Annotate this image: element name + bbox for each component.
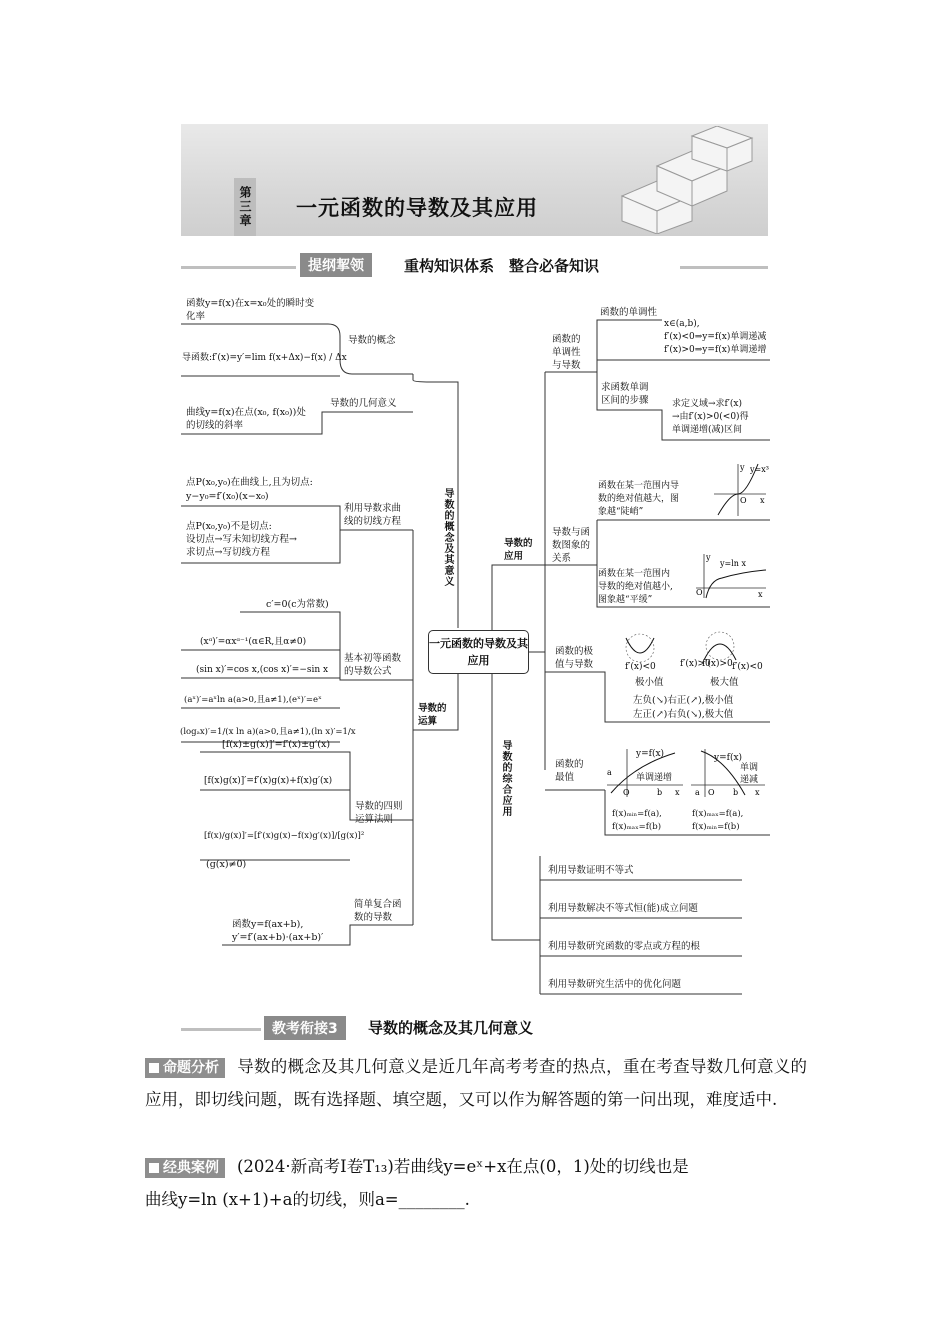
rules-node-b: 运算法则 [355, 814, 394, 825]
extreme-rule1: 左负(↘)右正(↗),极小值 [633, 695, 734, 706]
extreme-min-label: 极小值 [635, 677, 664, 688]
graph-g2-a: 函数在某一范围内 [598, 569, 671, 579]
cubic-graph [710, 460, 770, 520]
section2-title: 导数的概念及其几何意义 [368, 1019, 534, 1037]
mono-sub1-b: f′(x)<0⇒y=f(x)单调递减 [664, 332, 767, 342]
mono-sub2-e: 单调递增(减)区间 [672, 425, 743, 435]
square-icon [149, 1163, 159, 1173]
comprehensive-item: 利用导数证明不等式 [548, 865, 634, 876]
graph-g1-a: 函数在某一范围内导 [598, 481, 680, 491]
mono-sub1-c: f′(x)>0⇒y=f(x)单调递增 [664, 345, 767, 355]
composite-node-b: 数的导数 [354, 912, 393, 923]
comprehensive-item: 利用导数解决不等式恒(能)成立问题 [548, 903, 698, 914]
tangent-leaf1a: 点P(x₀,y₀)在曲线上,且为切点: [186, 477, 313, 488]
extreme-rule2: 左正(↗)右负(↘),极大值 [633, 709, 734, 720]
maxmin-node-a: 函数的 [555, 759, 584, 770]
mono-sub2-a: 求函数单调 [601, 382, 649, 393]
maxmin-g1-note: 单调递增 [636, 773, 673, 783]
comprehensive-item: 利用导数研究生活中的优化问题 [548, 979, 682, 990]
graph-node-b: 数图象的 [552, 540, 591, 551]
branch-operations-label-a: 导数的 [418, 703, 447, 714]
maxmin-node-b: 最值 [555, 772, 575, 783]
concept-leaf1a: 函数y=f(x)在x=x₀处的瞬时变 [186, 298, 315, 309]
maxmin-g1-title: y=f(x) [636, 749, 665, 759]
example-tag: 经典案例 [145, 1158, 225, 1178]
concept-leaf2: 导函数:f′(x)=y′=lim f(x+Δx)−f(x) / Δx [182, 353, 347, 363]
svg-text:b: b [657, 788, 663, 797]
rule-3: [f(x)/g(x)]′=[f′(x)g(x)−f(x)g′(x)]/[g(x)]² [204, 831, 365, 841]
section-title: 重构知识体系 整合必备知识 [404, 257, 600, 275]
extreme-node-b: 值与导数 [555, 659, 594, 670]
svg-text:b: b [733, 788, 739, 797]
basic-node-a: 基本初等函数 [344, 653, 402, 664]
tangent-leaf2a: 点P(x₀,y₀)不是切点: [186, 521, 272, 532]
comprehensive-item: 利用导数研究函数的零点或方程的根 [548, 941, 701, 952]
maxmin-g1-r2: f(x)ₘₐₓ=f(b) [612, 822, 662, 832]
graph-g2-b: 导数的绝对值越小, [598, 582, 673, 592]
maxmin-g2-r2: f(x)ₘᵢₙ=f(b) [692, 822, 740, 832]
section2-tag: 教考衔接3 [264, 1016, 346, 1040]
mono-sub2-c: 求定义域→求f′(x) [672, 399, 743, 409]
svg-text:y: y [706, 553, 711, 562]
mono-sub1: 函数的单调性 [600, 307, 658, 318]
branch-operations-label-b: 运算 [418, 716, 438, 727]
basic-formula-3: (sin x)′=cos x,(cos x)′=−sin x [196, 665, 329, 675]
maxmin-g2-note-a: 单调 [740, 763, 759, 773]
mono-sub2-b: 区间的步骤 [601, 395, 649, 406]
section-tag: 提纲挈领 [300, 253, 372, 277]
extreme-fl1: f′(x)<0 [625, 662, 656, 672]
maxmin-g2-note-b: 递减 [740, 775, 759, 785]
concept-node: 导数的概念 [348, 335, 396, 346]
svg-text:O: O [623, 788, 630, 797]
section2-line [181, 1028, 261, 1031]
rules-node-a: 导数的四则 [355, 801, 403, 812]
composite-leaf-b: y′=f′(ax+b)·(ax+b)′ [232, 932, 324, 943]
extreme-node-a: 函数的极 [555, 646, 594, 657]
basic-formula-5: (logₐx)′=1/(x ln a)(a>0,且a≠1),(ln x)′=1/x [180, 727, 356, 737]
geometric-node: 导数的几何意义 [330, 398, 397, 409]
composite-leaf-a: 函数y=f(ax+b), [232, 919, 304, 930]
tangent-leaf2b: 设切点→写未知切线方程→ [186, 534, 297, 545]
rule-2: [f(x)g(x)]′=f′(x)g(x)+f(x)g′(x) [204, 776, 333, 786]
basic-node-b: 的导数公式 [344, 666, 392, 677]
maxmin-g2-r1: f(x)ₘₐₓ=f(a), [692, 809, 744, 819]
chapter-title: 一元函数的导数及其应用 [296, 195, 538, 220]
basic-formula-2: (xᵅ)′=αxᵅ⁻¹(α∈R,且α≠0) [200, 637, 307, 647]
extreme-fl3: f′(x)>0 [702, 659, 733, 669]
graph-g1-c: 象越“陡峭” [598, 507, 644, 517]
example-text-a: (2024·新高考Ⅰ卷T₁₃)若曲线y=eˣ+x在点(0，1)处的切线也是 [237, 1157, 689, 1176]
svg-text:O: O [740, 496, 747, 505]
branch-application-label-b: 应用 [504, 551, 524, 562]
graph-g2-c: 图象越“平缓” [598, 595, 653, 605]
maxmin-g1-r1: f(x)ₘᵢₙ=f(a), [612, 809, 662, 819]
graph-node-c: 关系 [552, 553, 572, 564]
graph-g1-b: 数的绝对值越大，图 [598, 494, 680, 504]
mono-sub2-d: →由f′(x)>0(<0)得 [672, 412, 749, 422]
basic-formula-1: c′=0(c为常数) [266, 599, 329, 610]
geometric-leaf-b: 的切线的斜率 [186, 420, 244, 431]
extreme-max-label: 极大值 [710, 677, 739, 688]
svg-text:x: x [755, 788, 760, 797]
tangent-leaf2c: 求切点→写切线方程 [186, 547, 270, 558]
branch-comprehensive-label: 导数的综合应用 [500, 740, 511, 817]
ln-graph [692, 550, 770, 600]
mono-node-c: 与导数 [552, 360, 581, 371]
cubic-label: y=x³ [750, 465, 769, 474]
svg-text:a: a [607, 768, 612, 777]
geometric-leaf-a: 曲线y=f(x)在点(x₀, f(x₀))处 [186, 407, 306, 418]
extreme-fl2: f′(x)>0 [680, 659, 711, 669]
tangent-node-b: 线的切线方程 [344, 516, 402, 527]
rule-3b: (g(x)≠0) [206, 859, 247, 870]
example-text-b: 曲线y=ln (x+1)+a的切线，则a=________. [145, 1190, 470, 1209]
svg-text:O: O [708, 788, 715, 797]
mono-node-a: 函数的 [552, 334, 581, 345]
mono-node-b: 单调性 [552, 347, 581, 358]
analysis-text: 导数的概念及其几何意义是近几年高考考查的热点，重在考查导数几何意义的应用，即切线问题，既有选择题、填空题，又可以作为解答题的第一问出现，难度适中. [145, 1057, 807, 1109]
analysis-paragraph [145, 1050, 807, 1116]
mono-sub1-a: x∈(a,b), [664, 319, 700, 329]
graph-node-a: 导数与函 [552, 527, 591, 538]
basic-formula-4: (aˣ)′=aˣln a(a>0,且a≠1),(eˣ)′=eˣ [184, 695, 322, 705]
svg-text:y: y [740, 463, 745, 472]
ln-label: y=ln x [720, 559, 746, 568]
example-paragraph [145, 1150, 807, 1216]
tangent-node-a: 利用导数求曲 [344, 503, 402, 514]
svg-text:x: x [675, 788, 680, 797]
mindmap-center: 一元函数的导数及其应用 [428, 630, 529, 674]
svg-text:x: x [758, 590, 763, 599]
svg-text:x: x [760, 496, 765, 505]
square-icon [149, 1063, 159, 1073]
svg-text:a: a [695, 788, 700, 797]
analysis-tag: 命题分析 [145, 1058, 225, 1078]
branch-concept-label: 导数的概念及其意义 [442, 488, 453, 587]
composite-node-a: 简单复合函 [354, 899, 402, 910]
maxmin-g2-title: y=f(x) [714, 753, 743, 763]
tangent-leaf1b: y−y₀=f′(x₀)(x−x₀) [186, 491, 269, 502]
concept-leaf1b: 化率 [186, 311, 206, 322]
branch-application-label-a: 导数的 [504, 538, 533, 549]
chapter-tag: 第三章 [234, 178, 256, 236]
svg-text:O: O [696, 588, 703, 597]
extreme-fl4: f′(x)<0 [732, 662, 763, 672]
rule-1: [f(x)±g(x)]′=f′(x)±g′(x) [222, 739, 331, 750]
